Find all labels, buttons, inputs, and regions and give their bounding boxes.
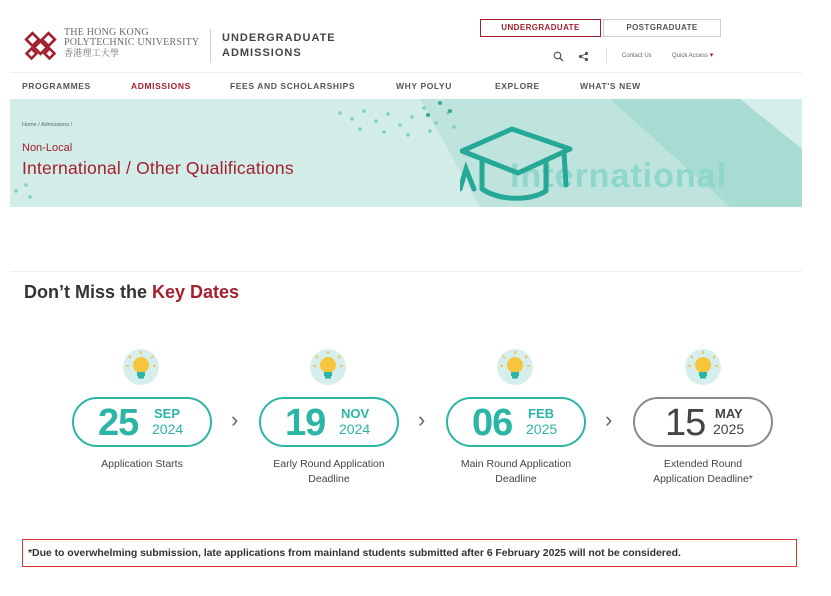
date-label [436, 457, 596, 487]
date-label [249, 457, 409, 487]
header-divider [210, 29, 211, 63]
nav-why-polyu[interactable]: WHY POLYU [396, 81, 452, 91]
share-button[interactable] [578, 48, 592, 64]
nav-explore[interactable]: EXPLORE [495, 81, 540, 91]
key-dates-heading-accent: Key Dates [152, 282, 240, 302]
chevron-right-icon: › [418, 407, 426, 432]
site-header [10, 14, 802, 72]
date-year: 2025 [526, 421, 558, 437]
tab-postgraduate[interactable]: POSTGRADUATE [603, 19, 721, 37]
caret-down-icon: ▾ [709, 52, 714, 59]
lightbulb-icon [121, 347, 161, 387]
date-year: 2024 [152, 421, 184, 437]
search-icon [553, 51, 564, 62]
date-badge [446, 397, 586, 447]
date-label-line-2: Deadline [495, 473, 537, 485]
date-badge [633, 397, 773, 447]
logo-line-1: THE HONG KONG [64, 27, 149, 38]
date-badge [259, 397, 399, 447]
nav-programmes[interactable]: PROGRAMMES [22, 81, 91, 91]
nav-fees-and-scholarships[interactable]: FEES AND SCHOLARSHIPS [230, 81, 356, 91]
quick-access-menu[interactable] [672, 48, 713, 64]
date-label-line-1: Main Round Application [460, 458, 572, 470]
date-year: 2024 [339, 421, 371, 437]
quick-access-label: Quick Access [672, 53, 709, 59]
chevron-right-icon: › [231, 407, 239, 432]
date-label-line-2: Deadline [308, 473, 350, 485]
late-application-notice [22, 539, 797, 567]
nav-admissions[interactable]: ADMISSIONS [131, 81, 191, 91]
portal-title-line-2: ADMISSIONS [222, 47, 302, 59]
hero-banner [10, 99, 802, 207]
date-month: FEB [528, 406, 554, 421]
lightbulb-icon [495, 347, 535, 387]
graduation-cap-icon [460, 119, 580, 204]
banner-watermark-text: International [510, 157, 728, 195]
date-label [623, 457, 783, 487]
logo-line-2: POLYTECHNIC UNIVERSITY [64, 37, 200, 48]
breadcrumb[interactable]: Home / Admissions / [22, 122, 73, 128]
date-label-line-1: Early Round Application [273, 458, 385, 470]
page-title: International / Other Qualifications [22, 158, 294, 178]
date-label-line-2: Application Deadline* [653, 473, 753, 485]
page-subtitle: Non-Local [22, 142, 73, 154]
chevron-right-icon: › [605, 407, 613, 432]
date-year: 2025 [713, 421, 745, 437]
tab-undergraduate[interactable]: UNDERGRADUATE [480, 19, 601, 37]
lightbulb-icon [683, 347, 723, 387]
date-day: 15 [665, 402, 706, 444]
search-button[interactable] [553, 48, 567, 64]
date-badge [72, 397, 212, 447]
date-label-line-1: Extended Round [663, 458, 743, 470]
contact-us-link[interactable]: Contact Us [622, 53, 652, 59]
main-nav [10, 72, 802, 99]
nav-whats-new[interactable]: WHAT'S NEW [580, 81, 641, 91]
portal-title [222, 31, 336, 61]
date-label-line-1: Application Starts [101, 458, 183, 470]
university-name[interactable] [64, 28, 199, 58]
date-month: SEP [154, 406, 181, 421]
date-month: NOV [341, 406, 370, 421]
date-day: 06 [472, 402, 513, 444]
lightbulb-icon [308, 347, 348, 387]
date-month: MAY [715, 406, 743, 421]
logo-line-3: 香港理工大學 [64, 48, 120, 58]
key-dates-heading [24, 282, 239, 303]
date-label [62, 457, 222, 472]
date-day: 19 [285, 402, 326, 444]
notice-text: *Due to overwhelming submission, late applications from mainland students submitted after 6 February 2025 will not be considered. [28, 547, 681, 559]
date-day: 25 [98, 402, 139, 444]
utility-separator [606, 48, 607, 63]
polyu-logo-icon[interactable] [24, 30, 58, 60]
section-divider [10, 271, 802, 272]
share-icon [578, 51, 589, 62]
key-dates-heading-prefix: Don’t Miss the [24, 282, 153, 302]
portal-title-line-1: UNDERGRADUATE [222, 32, 336, 44]
